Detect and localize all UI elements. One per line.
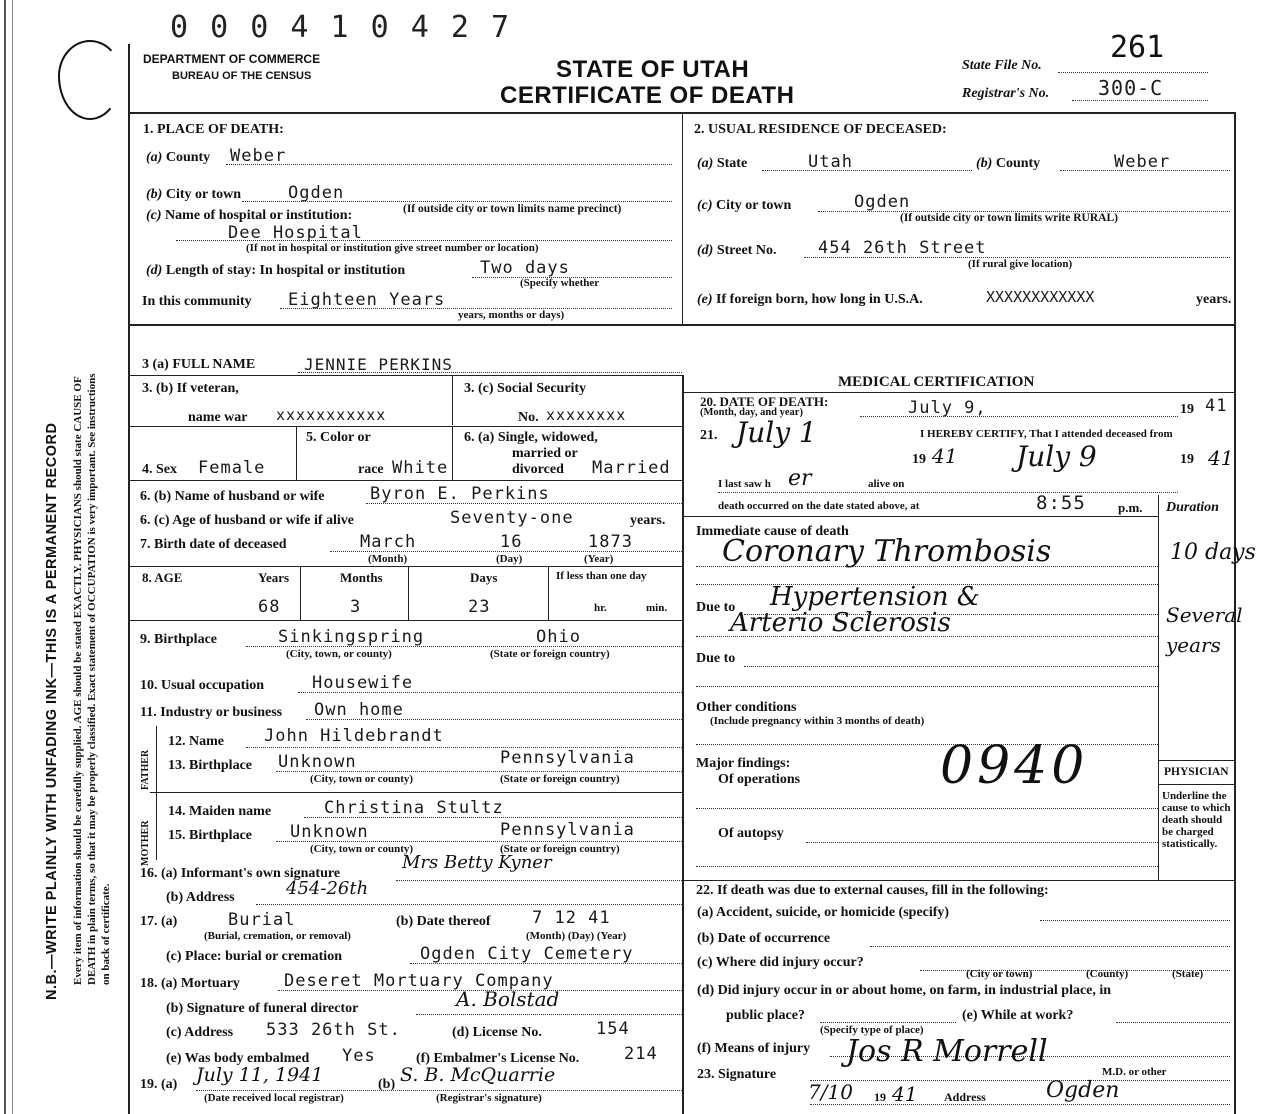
due-to-label: Due to xyxy=(696,600,736,615)
burial-sub: (Burial, cremation, or removal) xyxy=(204,930,351,942)
industry-label: 11. Industry or business xyxy=(140,705,283,720)
occupation-label: 10. Usual occupation xyxy=(140,678,265,693)
bureau-label: BUREAU OF THE CENSUS xyxy=(172,70,312,82)
mother-bp-sub1: (City, town or county) xyxy=(310,843,414,855)
divider-age-3 xyxy=(548,566,549,620)
age-label: 8. AGE xyxy=(142,570,183,585)
state-file-value: 261 xyxy=(1110,30,1165,65)
hr-label: hr. xyxy=(594,602,607,614)
occurrence-line xyxy=(870,946,1230,947)
sig-address-value: Ogden xyxy=(1046,1078,1120,1103)
registrar-label: Registrar's No. xyxy=(962,86,1050,101)
frame-left xyxy=(128,44,130,1114)
min-label: min. xyxy=(646,602,668,614)
divider-before-cause xyxy=(684,516,1158,517)
divider-after-name xyxy=(130,375,682,376)
received-label: 19. (a) xyxy=(140,1077,178,1092)
instructions-line-3: on back of certificate. xyxy=(100,883,112,985)
license-label: (d) License No. xyxy=(452,1025,542,1040)
stamp-number: 0 0 0 4 1 0 4 2 7 xyxy=(170,10,512,45)
birthplace-city: Sinkingspring xyxy=(278,627,425,647)
immediate-line-1 xyxy=(696,566,1158,567)
race-value: White xyxy=(392,458,449,478)
place-burial-value: Ogden City Cemetery xyxy=(420,944,634,964)
stay-label: Length of stay: In hospital or institution xyxy=(165,263,406,278)
where-sub3: (State) xyxy=(1172,968,1204,980)
divider-top-middle xyxy=(682,114,683,324)
birth-sub-day: (Day) xyxy=(496,553,523,565)
father-bp-state: Pennsylvania xyxy=(500,748,635,768)
death-county-label: County xyxy=(165,150,211,165)
sig-address-label: Address xyxy=(944,1090,986,1104)
where-sub2: (County) xyxy=(1086,968,1129,980)
alive-on-label: alive on xyxy=(868,478,905,490)
years-label: Years xyxy=(258,570,290,585)
dod-value: July 9, xyxy=(908,398,987,418)
divider-medical xyxy=(682,375,684,1114)
director-value: A. Bolstad xyxy=(456,987,560,1011)
due-to-label-2: Due to xyxy=(696,651,736,666)
mother-bp-sub2: (State or foreign country) xyxy=(500,843,620,855)
hospital-note: (If outside city or town limits name precinct) xyxy=(403,203,622,215)
place-burial-line xyxy=(410,963,682,964)
mortuary-address-value: 533 26th St. xyxy=(266,1020,401,1040)
hospital-value: Dee Hospital xyxy=(228,223,363,243)
other-line xyxy=(696,744,1158,745)
due-to-value-2: Arterio Sclerosis xyxy=(730,608,951,638)
birth-month: March xyxy=(360,532,417,552)
birthplace-line xyxy=(246,646,682,647)
spouse-label: 6. (b) Name of husband or wife xyxy=(140,489,325,504)
embalmer-value: 214 xyxy=(624,1044,658,1064)
father-label: FATHER xyxy=(140,749,151,790)
informant-sig-value: Mrs Betty Kyner xyxy=(402,852,552,873)
registrar-sig-label: (b) xyxy=(378,1077,396,1092)
residence-heading: 2. USUAL RESIDENCE OF DECEASED: xyxy=(694,122,947,137)
res-city-label: City or town xyxy=(716,198,792,213)
spouse-age-suffix: years. xyxy=(630,513,666,528)
where-label: (c) Where did injury occur? xyxy=(697,955,864,970)
divider-duration xyxy=(1158,495,1159,880)
sex-value: Female xyxy=(198,458,266,478)
divider-after-sex xyxy=(130,480,682,481)
accident-line xyxy=(1040,920,1230,921)
dod-label: 20. DATE OF DEATH: xyxy=(700,394,829,409)
res-state-label: State xyxy=(716,156,748,171)
res-city-note: (If outside city or town limits write RURAL) xyxy=(900,212,1118,224)
father-bp-city: Unknown xyxy=(278,752,357,772)
res-county-value: Weber xyxy=(1114,152,1171,172)
autopsy-label: Of autopsy xyxy=(718,826,784,841)
mortuary-label: 18. (a) Mortuary xyxy=(140,976,240,991)
registrar-sig-value: S. B. McQuarrie xyxy=(400,1064,556,1086)
immediate-cause-label: Immediate cause of death xyxy=(696,524,849,539)
community-label: In this community xyxy=(142,294,252,309)
sig-year: 41 xyxy=(892,1082,918,1106)
occupation-value: Housewife xyxy=(312,673,414,693)
father-bp-line xyxy=(276,771,682,772)
director-line xyxy=(416,1014,682,1015)
informant-address-label: (b) Address xyxy=(166,890,235,905)
street-label: Street No. xyxy=(716,243,777,258)
father-bp-label: 13. Birthplace xyxy=(168,758,252,773)
embalmer-label: (f) Embalmer's License No. xyxy=(416,1051,580,1066)
public-label: public place? xyxy=(726,1008,805,1023)
spouse-value: Byron E. Perkins xyxy=(370,484,550,504)
dod-line xyxy=(860,416,1178,417)
license-value: 154 xyxy=(596,1019,630,1039)
date-thereof-value: 7 12 41 xyxy=(532,908,611,928)
due-to-value-1: Hypertension & xyxy=(770,582,980,612)
instructions-line-2: DEATH in plain terms, so that it may be properly classified. Exact statement of OCCUPATION is very important. See instructions xyxy=(86,373,98,985)
marital-label-2: married or xyxy=(512,446,578,461)
certify-num: 21. xyxy=(700,428,718,443)
corner-c-mark xyxy=(58,40,122,120)
sex-label: 4. Sex xyxy=(142,462,177,477)
operations-line xyxy=(696,808,1158,809)
underline-note: Underline the cause to which death should be charged statistically. xyxy=(1162,790,1231,850)
received-value: July 11, 1941 xyxy=(196,1064,324,1086)
birth-sub-year: (Year) xyxy=(584,553,614,565)
certificate-title: CERTIFICATE OF DEATH xyxy=(500,82,795,109)
registrar-line xyxy=(1072,100,1208,101)
birthplace-sub2: (State or foreign country) xyxy=(490,648,610,660)
registrar-sig-sub: (Registrar's signature) xyxy=(436,1092,542,1104)
autopsy-line-2 xyxy=(696,866,1158,867)
left-edge-line-2 xyxy=(12,0,13,1114)
dod-year-prefix: 19 xyxy=(1180,402,1194,417)
burial-label: 17. (a) xyxy=(140,914,178,929)
sig-date-value: 7/10 xyxy=(808,1080,853,1104)
divider-physician xyxy=(1158,760,1234,761)
divider-after-section-1 xyxy=(130,324,1234,326)
res-state-value: Utah xyxy=(808,152,853,172)
to-year-prefix: 19 xyxy=(1180,452,1194,467)
specify-place-label: (Specify type of place) xyxy=(820,1024,924,1036)
divider-medical-heading xyxy=(684,392,1234,393)
spouse-line xyxy=(366,503,682,504)
medical-heading: MEDICAL CERTIFICATION xyxy=(838,374,1035,390)
received-sub: (Date received local registrar) xyxy=(204,1092,344,1104)
informant-address-value: 454-26th xyxy=(286,878,369,899)
death-county-line xyxy=(226,164,672,165)
signature-label: 23. Signature xyxy=(697,1067,777,1082)
fullname-label: 3 (a) FULL NAME xyxy=(142,357,256,372)
informant-sig-label: 16. (a) Informant's own signature xyxy=(140,866,341,881)
divider-parents xyxy=(150,792,682,793)
work-label: (e) While at work? xyxy=(962,1008,1074,1023)
divider-sex xyxy=(296,426,297,480)
birth-line xyxy=(330,551,682,552)
state-file-line xyxy=(1058,72,1208,73)
foreign-label: If foreign born, how long in U.S.A. xyxy=(716,292,923,307)
md-label: M.D. or other xyxy=(1102,1066,1167,1078)
immediate-cause-value: Coronary Thrombosis xyxy=(722,534,1052,569)
less-day-label: If less than one day xyxy=(556,570,647,582)
marital-label: 6. (a) Single, widowed, xyxy=(464,430,598,445)
father-bp-sub2: (State or foreign country) xyxy=(500,773,620,785)
hospital-label: Name of hospital or institution: xyxy=(165,208,353,223)
dept-label: DEPARTMENT OF COMMERCE xyxy=(143,52,321,66)
mother-bp-line xyxy=(276,841,682,842)
mother-name-label: 14. Maiden name xyxy=(168,804,272,819)
from-year: 41 xyxy=(932,444,958,468)
death-city-label: City or town xyxy=(165,187,242,202)
last-saw-line xyxy=(718,492,1178,493)
divider-race xyxy=(452,426,453,480)
res-county-label: County xyxy=(995,156,1041,171)
birthplace-state: Ohio xyxy=(536,627,581,647)
home-label: (d) Did injury occur in or about home, on farm, in industrial place, in xyxy=(697,983,1112,998)
mortuary-value: Deseret Mortuary Company xyxy=(284,971,554,991)
duration-label: Duration xyxy=(1166,500,1219,515)
attended-from-value: July 1 xyxy=(736,416,817,449)
mother-bp-state: Pennsylvania xyxy=(500,820,635,840)
nb-margin-text: N.B.—WRITE PLAINLY WITH UNFADING INK—THIS IS A PERMANENT RECORD xyxy=(44,422,60,1000)
fullname-line xyxy=(298,372,682,373)
divider-age-2 xyxy=(408,566,409,620)
date-thereof-label: (b) Date thereof xyxy=(396,914,491,929)
mother-name-line xyxy=(304,817,682,818)
public-line xyxy=(820,1022,956,1023)
divider-after-age xyxy=(130,620,682,621)
community-value: Eighteen Years xyxy=(288,290,446,310)
attended-to-value: July 9 xyxy=(1016,440,1097,473)
street-note: (If rural give location) xyxy=(968,258,1073,270)
street-value: 454 26th Street xyxy=(818,238,987,258)
marital-label-3: divorced xyxy=(512,462,564,477)
divider-underline xyxy=(1158,784,1234,785)
dod-sub: (Month, day, and year) xyxy=(700,407,803,418)
race-label: race xyxy=(358,462,384,477)
mortuary-address-label: (c) Address xyxy=(166,1025,234,1040)
other-conditions-sub: (Include pregnancy within 3 months of death) xyxy=(710,715,925,727)
physician-label: PHYSICIAN xyxy=(1164,766,1229,778)
birth-day: 16 xyxy=(500,532,523,552)
to-year: 41 xyxy=(1208,446,1234,470)
res-state-line xyxy=(762,170,972,171)
community-sub: years, months or days) xyxy=(458,309,565,321)
certify-text: I HEREBY CERTIFY, That I attended deceased from xyxy=(920,428,1173,440)
left-edge-line xyxy=(4,0,6,1114)
means-label: (f) Means of injury xyxy=(697,1041,811,1056)
age-months-value: 3 xyxy=(350,597,362,617)
instructions-line-1: Every item of information should be carefully supplied. AGE should be stated EXACTLY. PHYSICIANS should state CAUSE OF xyxy=(72,376,84,985)
birthplace-sub1: (City, town, or county) xyxy=(286,648,392,660)
name-war-label: name war xyxy=(188,410,248,425)
ss-no-label: No. xyxy=(518,410,539,425)
sig-date-line xyxy=(810,1104,1230,1105)
divider-before-age xyxy=(130,566,682,567)
hospital-sub: (If not in hospital or institution give street number or location) xyxy=(246,242,539,254)
industry-value: Own home xyxy=(314,700,404,720)
last-saw-value: er xyxy=(788,466,812,491)
state-file-label: State File No. xyxy=(962,58,1042,73)
autopsy-line xyxy=(806,842,1158,843)
operations-label: Of operations xyxy=(718,772,801,787)
embalmed-value: Yes xyxy=(342,1046,376,1066)
where-sub1: (City or town) xyxy=(966,968,1033,980)
divider-after-veteran xyxy=(130,426,682,427)
duration-2: Several years xyxy=(1166,603,1243,657)
fullname-value: JENNIE PERKINS xyxy=(304,355,453,374)
code-value: 0940 xyxy=(940,736,1089,796)
foreign-suffix: years. xyxy=(1196,292,1232,307)
mother-bp-label: 15. Birthplace xyxy=(168,828,252,843)
mother-bp-city: Unknown xyxy=(290,822,369,842)
age-days-value: 23 xyxy=(468,597,491,617)
spouse-age-value: Seventy-one xyxy=(450,508,574,528)
father-name-value: John Hildebrandt xyxy=(264,726,444,746)
occurrence-label: (b) Date of occurrence xyxy=(697,931,831,946)
age-years-value: 68 xyxy=(258,597,281,617)
embalmed-label: (e) Was body embalmed xyxy=(166,1051,310,1066)
res-city-value: Ogden xyxy=(854,192,911,212)
divider-ss xyxy=(452,375,453,425)
foreign-value: XXXXXXXXXXXX xyxy=(986,288,1095,306)
mother-name-value: Christina Stultz xyxy=(324,798,504,818)
industry-line xyxy=(306,719,682,720)
color-label: 5. Color or xyxy=(306,430,371,445)
specify-note: (Specify whether xyxy=(520,277,600,289)
received-line xyxy=(196,1090,682,1091)
state-title: STATE OF UTAH xyxy=(556,56,750,83)
occupation-line xyxy=(298,692,682,693)
res-county-line xyxy=(1060,170,1230,171)
spouse-age-label: 6. (c) Age of husband or wife if alive xyxy=(140,513,355,528)
date-thereof-sub: (Month) (Day) (Year) xyxy=(526,930,627,942)
last-saw-label: I last saw h xyxy=(718,478,771,490)
marital-value: Married xyxy=(592,458,671,478)
other-conditions-label: Other conditions xyxy=(696,700,797,715)
days-label: Days xyxy=(470,570,498,585)
signature-value: Jos R Morrell xyxy=(846,1034,1048,1069)
death-time-value: 8:55 xyxy=(1036,492,1086,514)
due-to2-line-2 xyxy=(696,686,1158,687)
father-bp-sub1: (City, town or county) xyxy=(310,773,414,785)
birth-year: 1873 xyxy=(588,532,633,552)
due-to-line-1 xyxy=(744,614,1158,615)
stay-value: Two days xyxy=(480,258,570,278)
father-name-label: 12. Name xyxy=(168,734,224,749)
birth-sub-month: (Month) xyxy=(368,553,408,565)
due-to-line-2 xyxy=(696,636,1158,637)
informant-sig-line xyxy=(396,880,682,881)
external-label: 22. If death was due to external causes, fill in the following: xyxy=(696,883,1049,898)
birth-label: 7. Birth date of deceased xyxy=(140,537,287,552)
informant-address-line xyxy=(256,904,682,905)
accident-label: (a) Accident, suicide, or homicide (specify) xyxy=(697,905,950,920)
signature-line xyxy=(810,1080,1230,1081)
burial-value: Burial xyxy=(228,910,296,930)
death-city-line xyxy=(242,201,672,202)
hospital-line xyxy=(176,240,672,241)
divider-age-1 xyxy=(300,566,301,620)
sig-year-prefix: 19 xyxy=(874,1090,886,1104)
death-time-suffix: p.m. xyxy=(1118,500,1143,515)
mother-label: MOTHER xyxy=(140,820,151,866)
place-burial-label: (c) Place: burial or cremation xyxy=(166,949,342,964)
dod-year: 41 xyxy=(1205,396,1228,416)
parents-bracket xyxy=(156,726,157,860)
duration-1: 10 days xyxy=(1170,540,1256,565)
death-occurred-label: death occurred on the date stated above, at xyxy=(718,500,920,512)
death-county-value: Weber xyxy=(230,146,287,166)
months-label: Months xyxy=(340,570,383,585)
birthplace-label: 9. Birthplace xyxy=(140,632,217,647)
due-to2-line-1 xyxy=(744,666,1158,667)
name-war-value: xxxxxxxxxxx xyxy=(276,406,387,424)
director-label: (b) Signature of funeral director xyxy=(166,1001,359,1016)
major-findings-label: Major findings: xyxy=(696,756,791,771)
death-city-value: Ogden xyxy=(288,183,345,203)
from-year-prefix: 19 xyxy=(912,452,926,467)
place-of-death-heading: 1. PLACE OF DEATH: xyxy=(143,122,284,137)
ss-value: xxxxxxxx xyxy=(546,406,627,424)
ss-label: 3. (c) Social Security xyxy=(464,381,587,396)
registrar-value: 300-C xyxy=(1098,76,1164,100)
divider-external xyxy=(684,880,1234,881)
veteran-label: 3. (b) If veteran, xyxy=(142,381,239,396)
work-line xyxy=(1116,1022,1230,1023)
